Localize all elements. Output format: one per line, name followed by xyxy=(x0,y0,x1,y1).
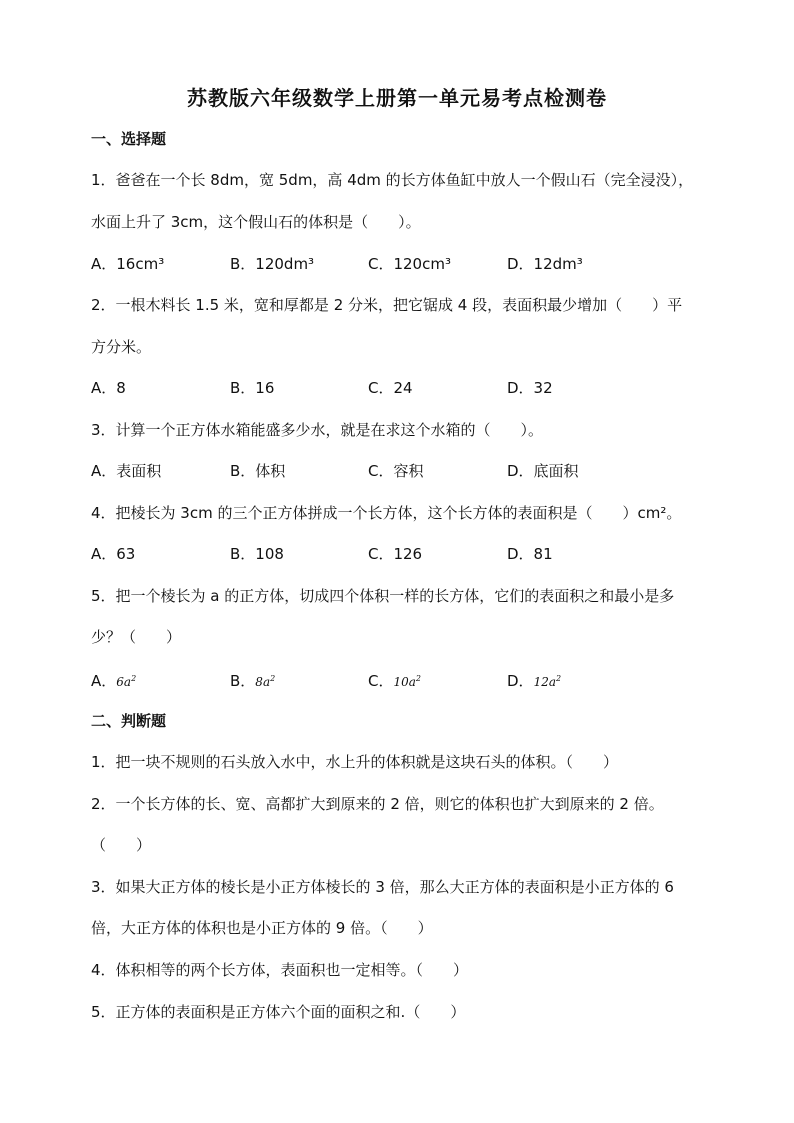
judgement-3-line-2: 倍，大正方体的体积也是小正方体的 9 倍。（ ） xyxy=(91,919,433,937)
question-5-options xyxy=(91,669,711,689)
math-variable: a xyxy=(408,675,416,689)
option-a: A．63 xyxy=(91,545,136,563)
judgement-4: 4．体积相等的两个长方体，表面积也一定相等。（ ） xyxy=(91,961,469,979)
option-d: D．底面积 xyxy=(507,462,579,480)
option-d: D．12dm³ xyxy=(507,255,583,273)
math-expression xyxy=(393,675,421,689)
math-coefficient: 6 xyxy=(116,675,124,689)
option-label: C． xyxy=(368,672,394,690)
page-title: 苏教版六年级数学上册第一单元易考点检测卷 xyxy=(187,86,607,110)
option-a: A．表面积 xyxy=(91,462,162,480)
math-exponent: 2 xyxy=(270,674,276,683)
section-heading-choice: 一、选择题 xyxy=(91,130,167,148)
option-d: D．81 xyxy=(507,545,553,563)
judgement-5: 5．正方体的表面积是正方体六个面的面积之和.（ ） xyxy=(91,1003,466,1021)
option-c: C．24 xyxy=(368,379,413,397)
option-b xyxy=(230,669,275,692)
option-label: D． xyxy=(507,672,534,690)
judgement-1: 1．把一块不规则的石头放入水中，水上升的体积就是这块石头的体积。（ ） xyxy=(91,753,619,771)
math-coefficient: 8 xyxy=(255,675,263,689)
judgement-2-line-2: （ ） xyxy=(91,836,152,854)
math-expression xyxy=(255,675,275,689)
math-exponent: 2 xyxy=(415,674,422,683)
option-b: B．120dm³ xyxy=(230,255,315,273)
question-2-options xyxy=(91,378,711,398)
option-a xyxy=(91,669,136,692)
math-exponent: 2 xyxy=(131,674,137,683)
question-1-line-2: 水面上升了 3cm，这个假山石的体积是（ ）。 xyxy=(91,213,421,231)
question-3-options xyxy=(91,461,711,481)
math-coefficient: 12 xyxy=(533,675,549,689)
math-variable: a xyxy=(548,675,556,689)
math-variable: a xyxy=(123,675,132,689)
option-b: B．16 xyxy=(230,379,275,397)
judgement-2-line-1: 2．一个长方体的长、宽、高都扩大到原来的 2 倍，则它的体积也扩大到原来的 2 倍。 xyxy=(91,795,664,813)
section-heading-judgement: 二、判断题 xyxy=(91,712,167,730)
question-1-line-1: 1．爸爸在一个长 8dm，宽 5dm，高 4dm 的长方体鱼缸中放人一个假山石（完全浸没）， xyxy=(91,171,694,189)
question-2-line-1: 2．一根木料长 1.5 米，宽和厚都是 2 分米，把它锯成 4 段，表面积最少增加（ ）平 xyxy=(91,296,683,314)
option-a: A．8 xyxy=(91,379,126,397)
math-coefficient: 10 xyxy=(393,675,409,689)
math-expression xyxy=(116,675,136,689)
question-5-line-1: 5．把一个棱长为 a 的正方体，切成四个体积一样的长方体，它们的表面积之和最小是多 xyxy=(91,587,675,605)
math-variable: a xyxy=(262,675,271,689)
option-c: C．126 xyxy=(368,545,423,563)
option-label: B． xyxy=(230,672,256,690)
option-c: C．120cm³ xyxy=(368,255,451,273)
question-1-options xyxy=(91,254,711,274)
judgement-3-line-1: 3．如果大正方体的棱长是小正方体棱长的 3 倍，那么大正方体的表面积是小正方体的 6 xyxy=(91,878,674,896)
option-d: D．32 xyxy=(507,379,553,397)
math-exponent: 2 xyxy=(556,674,562,683)
question-2-line-2: 方分米。 xyxy=(91,338,152,356)
option-c: C．容积 xyxy=(368,462,424,480)
option-label: A． xyxy=(91,672,117,690)
question-4-options xyxy=(91,544,711,564)
question-4-line-1: 4．把棱长为 3cm 的三个正方体拼成一个长方体，这个长方体的表面积是（ ）cm²。 xyxy=(91,504,682,522)
option-c xyxy=(368,669,421,692)
option-b: B．108 xyxy=(230,545,284,563)
option-a: A．16cm³ xyxy=(91,255,165,273)
math-expression xyxy=(534,675,562,689)
question-3-line-1: 3．计算一个正方体水箱能盛多少水，就是在求这个水箱的（ ）。 xyxy=(91,421,544,439)
option-b: B．体积 xyxy=(230,462,286,480)
option-d xyxy=(507,669,561,692)
question-5-line-2: 少？（ ） xyxy=(91,628,182,646)
